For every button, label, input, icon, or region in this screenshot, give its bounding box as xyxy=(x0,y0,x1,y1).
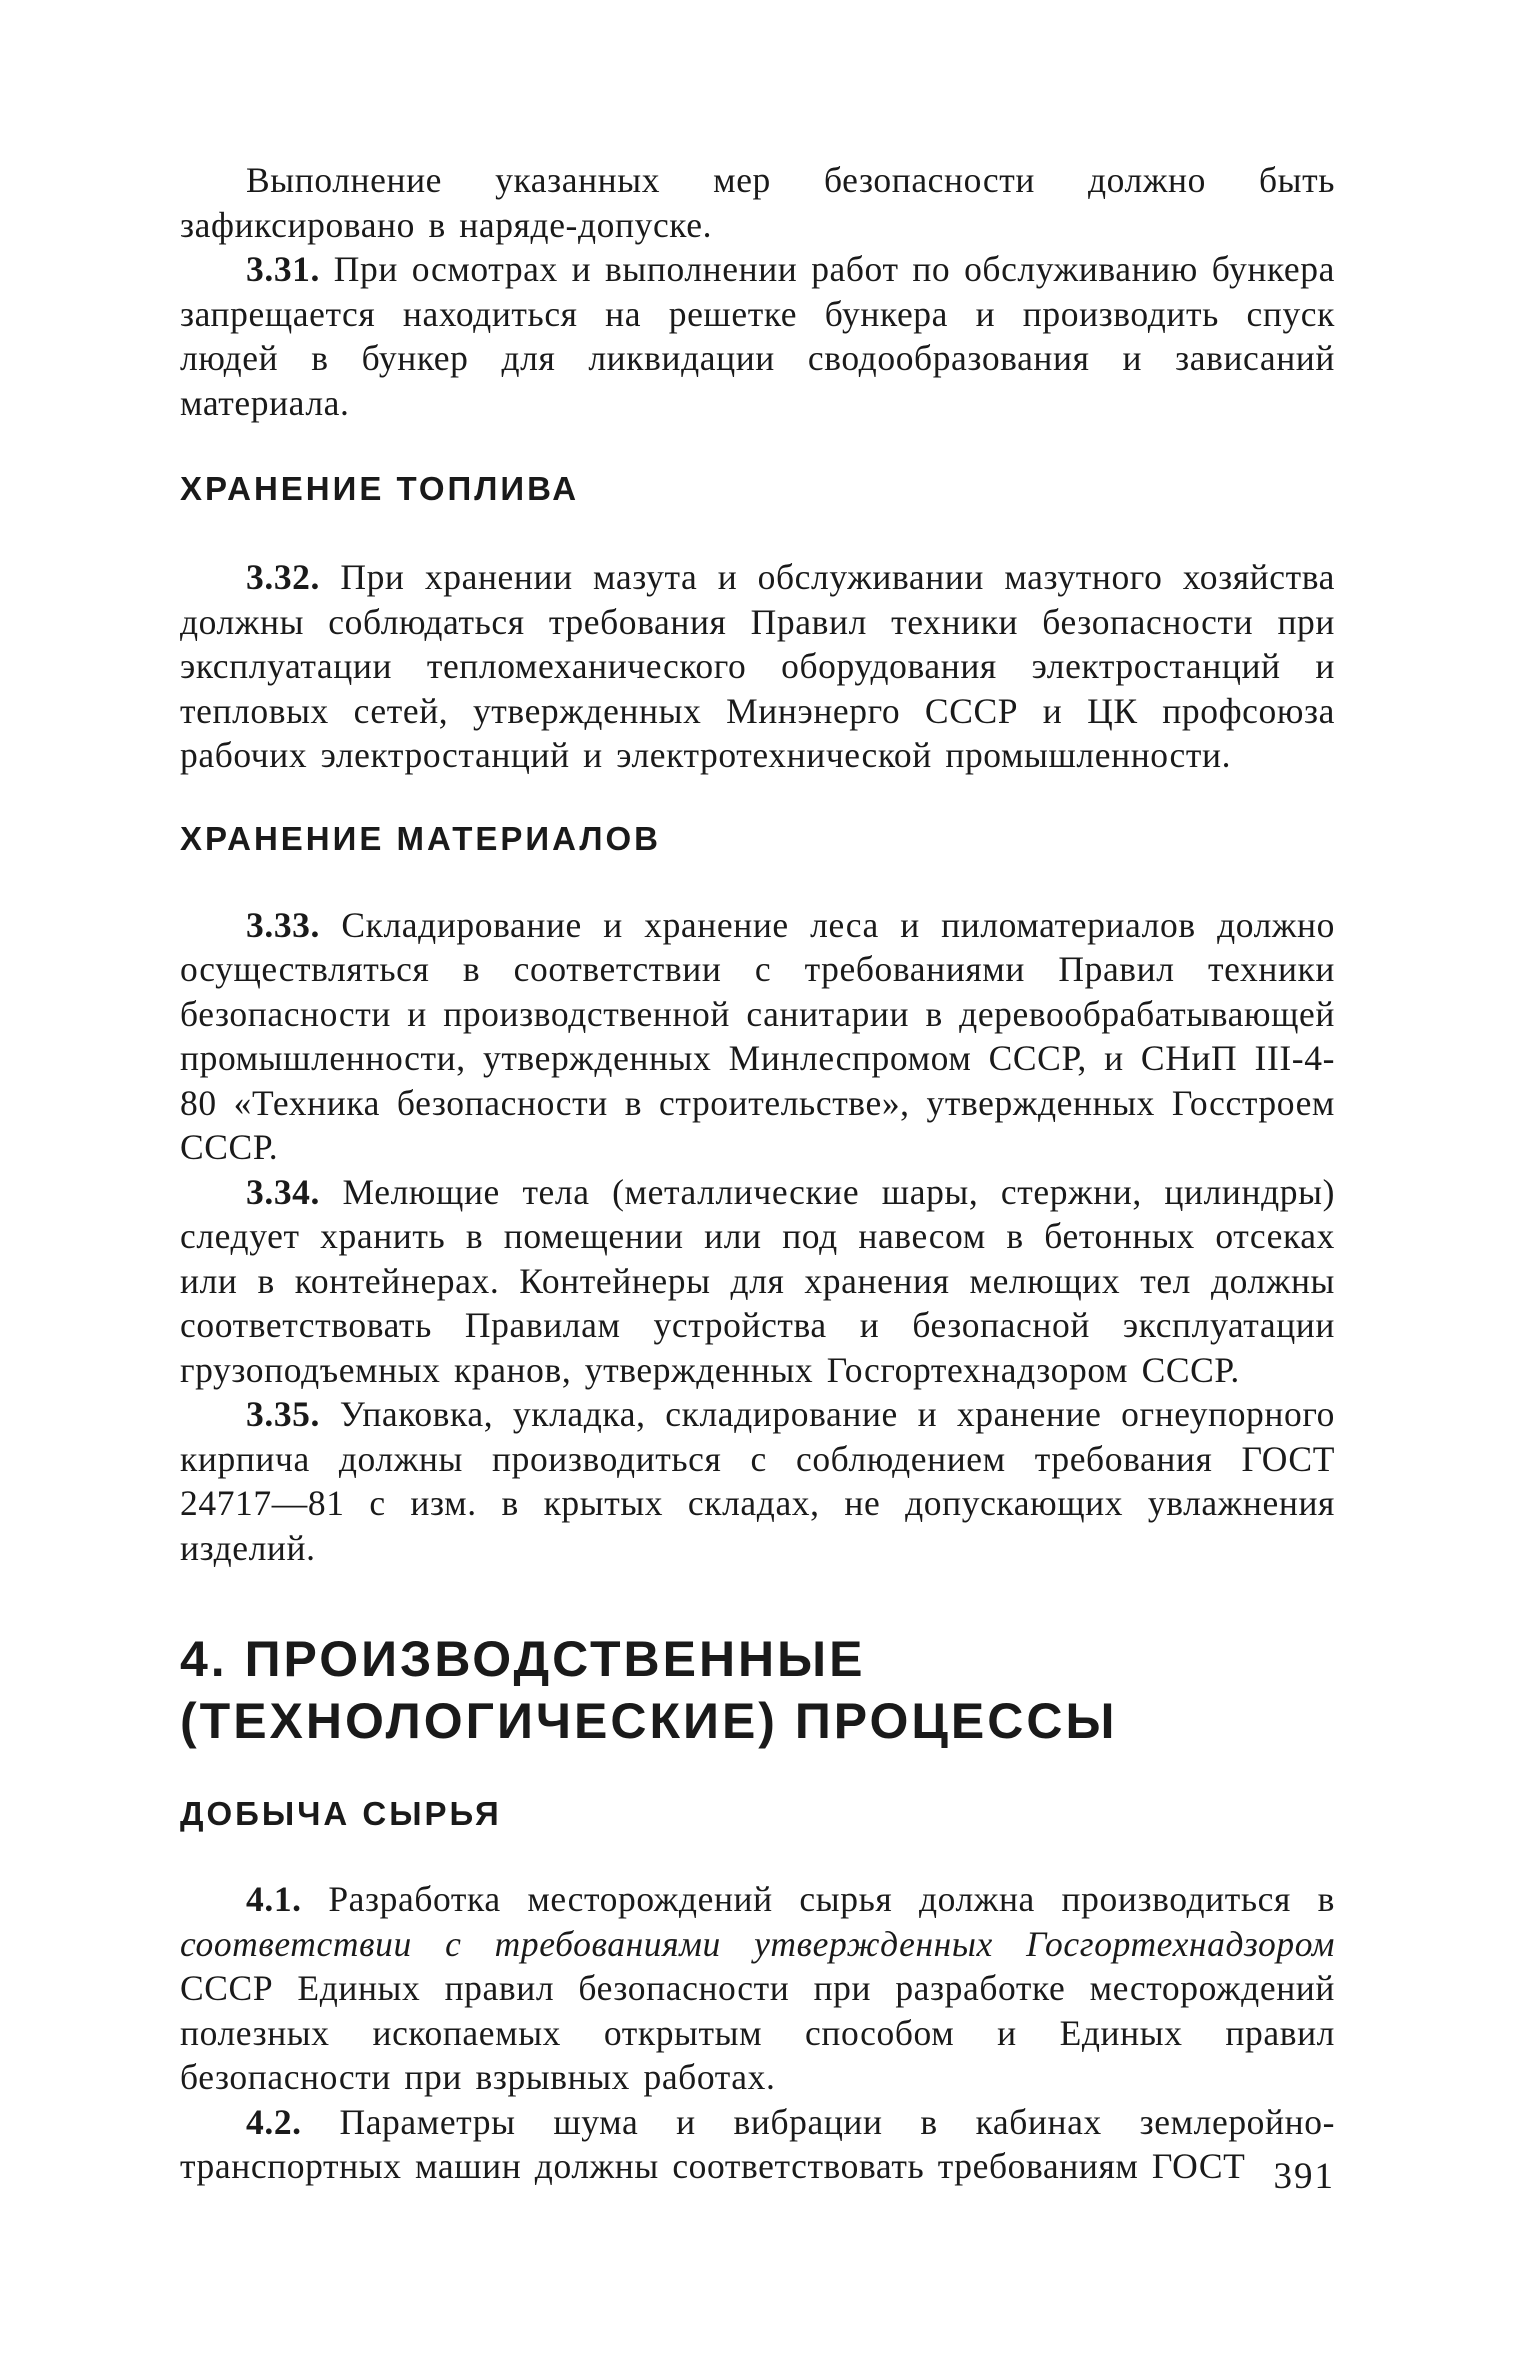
paragraph-intro xyxy=(180,158,1335,247)
paragraph-number: 3.34. xyxy=(246,1171,320,1212)
section-heading-materials-storage: ХРАНЕНИЕ МАТЕРИАЛОВ xyxy=(180,819,661,857)
paragraph-text: При хранении мазута и обслуживании мазутного хозяйства должны соблюдаться требования Правил техники безопасности при эксплуатации тепломеханического оборудования электростанций и тепловых сетей, утвержденных Минэнерго СССР и ЦК профсоюза рабочих электростанций и электротехнической промышленности. xyxy=(180,557,1335,775)
paragraph-3-34 xyxy=(180,1170,1335,1393)
paragraph-text: Мелющие тела (металлические шары, стержни, цилиндры) следует хранить в помещении или под навесом в бетонных отсеках или в контейнерах. Контейнеры для хранения мелющих тел должны соответствовать Правилам устройства и безопасной эксплуатации грузоподъемных кранов, утвержденных Госгортехнадзором СССР. xyxy=(180,1171,1335,1390)
paragraph-4-1 xyxy=(180,1877,1335,2100)
paragraph-text: Упаковка, укладка, складирование и хранение огнеупорного кирпича должны производиться с соблюдением требования ГОСТ 24717—81 с изм. в крытых складах, не допускающих увлажнения изделий. xyxy=(180,1394,1335,1568)
chapter-title-line-2: (ТЕХНОЛОГИЧЕСКИЕ) ПРОЦЕССЫ xyxy=(180,1693,1118,1749)
paragraph-number: 4.1. xyxy=(246,1879,302,1919)
paragraph-number: 3.32. xyxy=(246,557,320,597)
paragraph-text: Параметры шума и вибрации в кабинах землеройно-транспортных машин должны соответствовать требованиям ГОСТ xyxy=(180,2101,1335,2186)
paragraph-number: 4.2. xyxy=(246,2101,302,2142)
paragraph-text: Выполнение указанных мер безопасности должно быть зафиксировано в наряде-допуске. xyxy=(180,160,1335,245)
paragraph-3-35 xyxy=(180,1392,1335,1570)
paragraph-3-33 xyxy=(180,903,1335,1170)
section-heading-fuel-storage: ХРАНЕНИЕ ТОПЛИВА xyxy=(180,470,580,507)
paragraph-4-2 xyxy=(180,2100,1335,2189)
paragraph-text: При осмотрах и выполнении работ по обслуживанию бункера запрещается находиться на решетке бункера и производить спуск людей в бункер для ликвидации сводообразования и зависаний материала. xyxy=(180,249,1335,423)
paragraph-text: Разработка месторождений сырья должна производиться в xyxy=(301,1879,1335,1919)
section-heading-raw-extraction: ДОБЫЧА СЫРЬЯ xyxy=(180,1795,502,1832)
paragraph-number: 3.33. xyxy=(246,904,320,945)
paragraph-3-32 xyxy=(180,555,1335,778)
chapter-title-line-1: 4. ПРОИЗВОДСТВЕННЫЕ xyxy=(180,1631,866,1687)
chapter-title xyxy=(180,1628,1335,1752)
paragraph-text: Складирование и хранение леса и пиломатериалов должно осуществляться в соответствии с требованиями Правил техники безопасности и производственной санитарии в деревообрабатывающей промышленности, утвержденных Минлеспромом СССР, и СНиП III-4-80 «Техника безопасности в строительстве», утвержденных Госстроем СССР. xyxy=(180,904,1335,1167)
paragraph-number: 3.35. xyxy=(246,1394,320,1434)
paragraph-text: СССР Единых правил безопасности при разработке месторождений полезных ископаемых открытым способом и Единых правил безопасности при взрывных работах. xyxy=(180,1968,1335,2097)
page-number: 391 xyxy=(1273,2156,1335,2197)
paragraph-number: 3.31. xyxy=(246,249,320,289)
paragraph-3-31 xyxy=(180,247,1335,425)
paragraph-text-italic: соответствии с требованиями утвержденных Госгортехнадзором xyxy=(180,1923,1335,1964)
